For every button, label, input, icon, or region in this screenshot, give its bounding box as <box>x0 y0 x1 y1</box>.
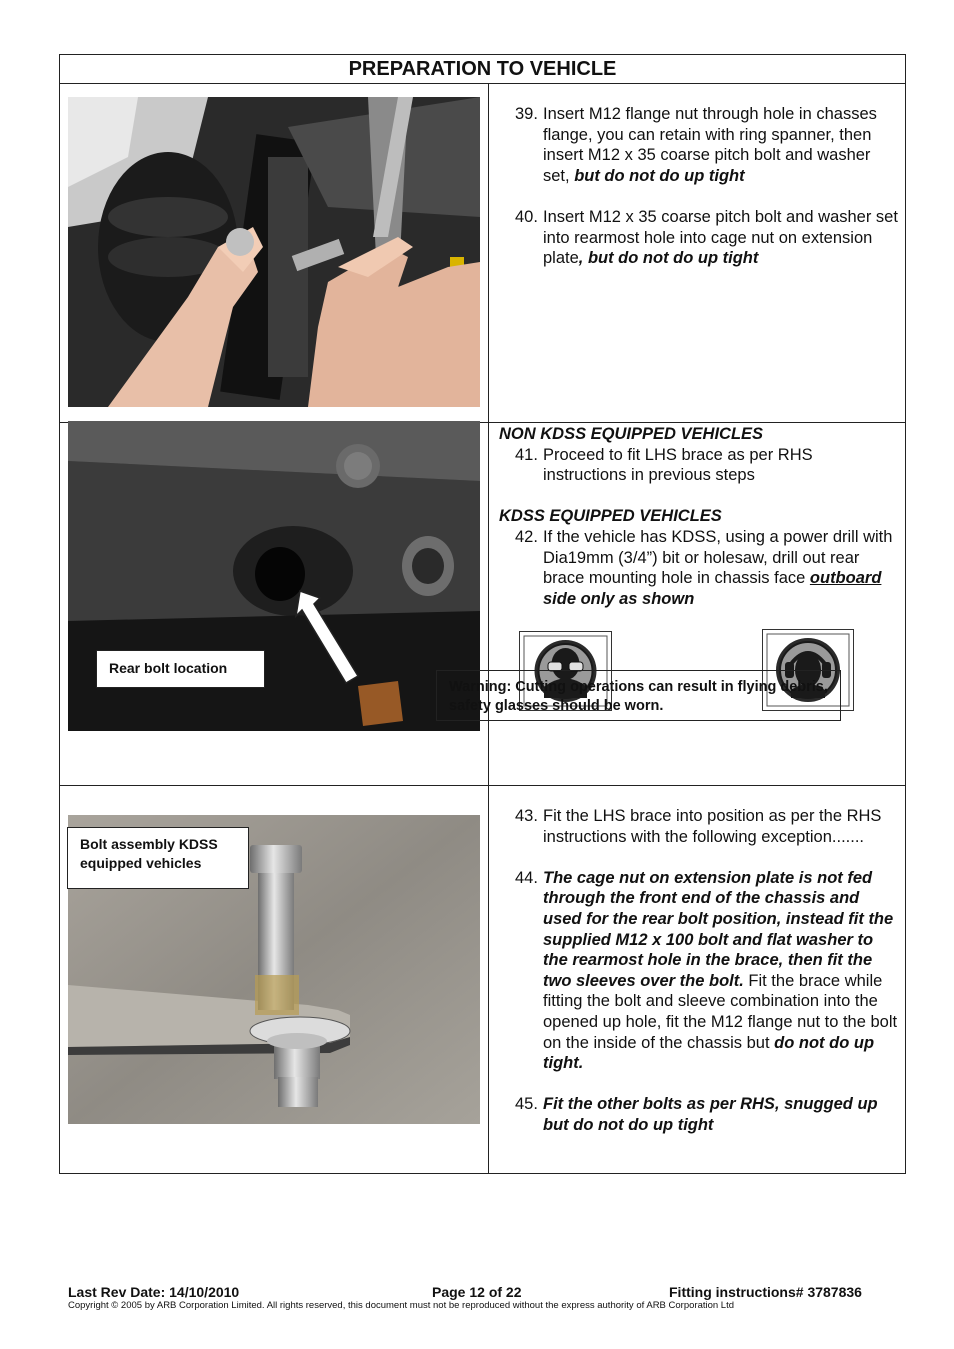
step-43: 43. Fit the LHS brace into position as per the RHS instructions with the following exception....... <box>515 807 882 846</box>
row-divider <box>60 785 905 786</box>
bolt-assembly-label: Bolt assembly KDSS equipped vehicles <box>67 827 249 889</box>
non-kdss-heading: NON KDSS EQUIPPED VEHICLES <box>499 425 764 443</box>
footer-page-number: Page 12 of 22 <box>432 1284 522 1300</box>
steps-39-40 <box>499 104 899 269</box>
footer-fitting-number: Fitting instructions# 3787836 <box>669 1284 862 1300</box>
steps-41-42 <box>499 424 899 609</box>
step-44: 44. The cage nut on extension plate is not fed through the front end of the chassis and used for the rear bolt position, instead fit the supplied M12 x 100 bolt and flat washer to the rearmost hole in the brace, then fit the two sleeves over the bolt. Fit the brace while fitting the bolt and sleeve combination into the opened up hole, fit the M12 flange nut to the bolt on the inside of the chassis but do not do up tight. <box>515 868 898 1073</box>
warning-box: Warning: Cutting operations can result in flying debris, safety glasses should be worn. <box>436 670 841 721</box>
step-40: 40. Insert M12 x 35 coarse pitch bolt and washer set into rearmost hole into cage nut on extension plate, but do not do up tight <box>515 207 898 268</box>
step-42: 42. If the vehicle has KDSS, using a power drill with Dia19mm (3/4”) bit or holesaw, drill out rear brace mounting hole in chassis face outboard side only as shown <box>515 527 893 608</box>
footer-copyright: Copyright © 2005 by ARB Corporation Limited. All rights reserved, this document must not be reproduced without the express authority of ARB Corporation Ltd <box>68 1300 735 1311</box>
step-41: 41. Proceed to fit LHS brace as per RHS instructions in previous steps <box>515 445 813 485</box>
step-45: 45. Fit the other bolts as per RHS, snugged up but do not do up tight <box>515 1095 878 1134</box>
photo-bolt-insertion <box>68 97 480 407</box>
steps-43-45 <box>499 806 901 1136</box>
page-title: PREPARATION TO VEHICLE <box>60 55 905 84</box>
footer-rev-date: Last Rev Date: 14/10/2010 <box>68 1284 240 1300</box>
column-divider <box>488 83 489 1174</box>
rear-bolt-label: Rear bolt location <box>96 650 265 688</box>
step-39: 39. Insert M12 flange nut through hole in chasses flange, you can retain with ring spanner, then insert M12 x 35 coarse pitch bolt and washer set, but do not do up tight <box>515 105 877 185</box>
kdss-heading: KDSS EQUIPPED VEHICLES <box>499 507 722 526</box>
